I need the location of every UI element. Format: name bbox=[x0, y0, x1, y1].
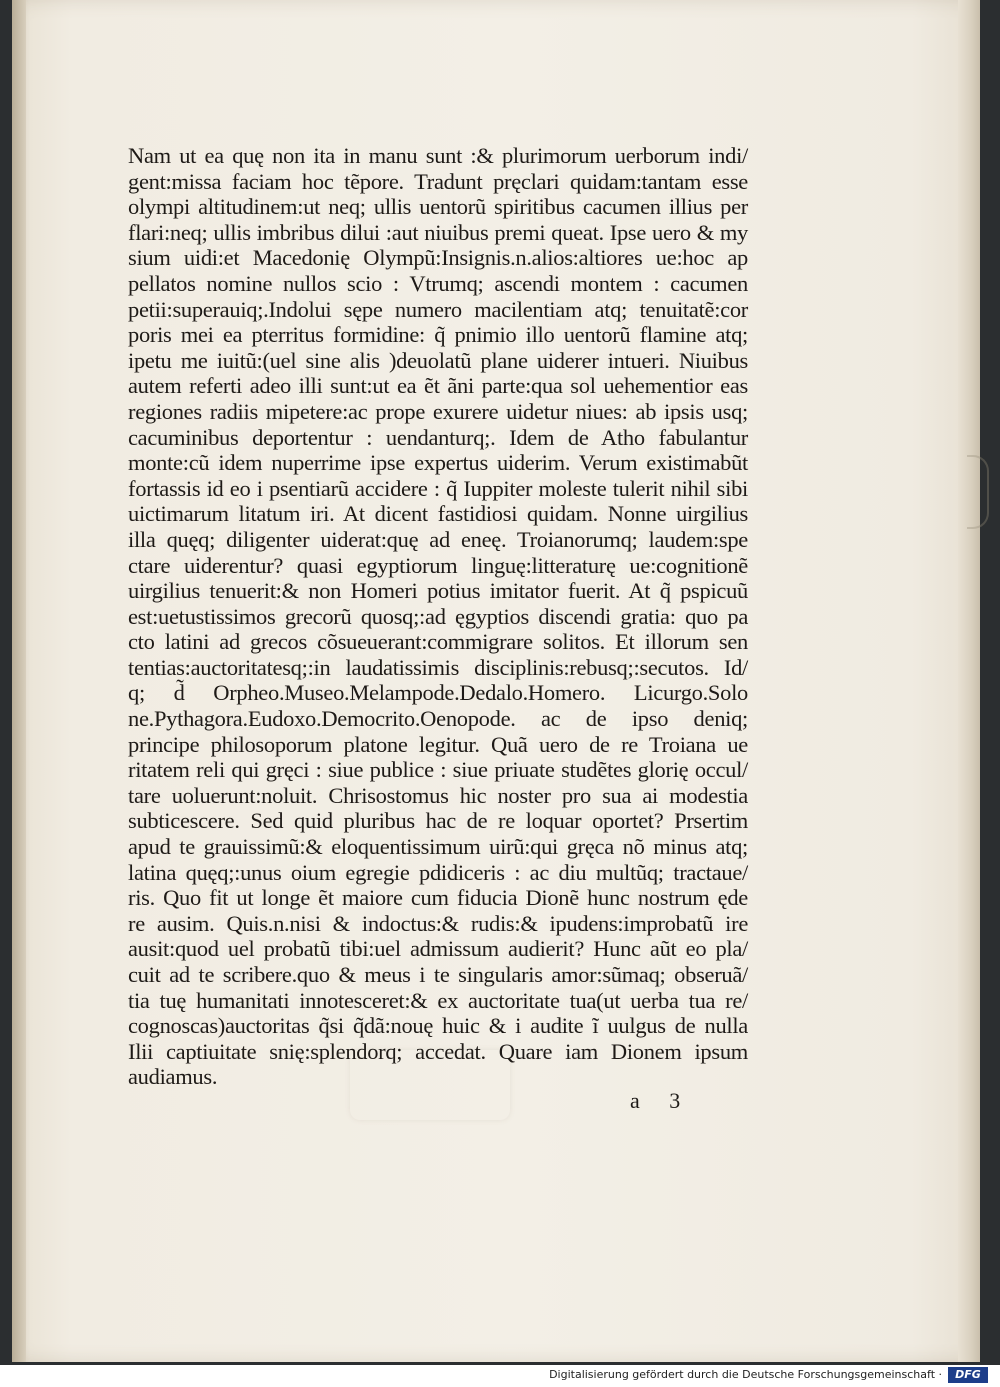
text-line: uirgilius tenuerit:& non Homeri potius imitator fuerit. At q̃ pspicuũ bbox=[128, 578, 748, 604]
text-line: illa quęq; diligenter uiderat:quę ad eneę. Troianorumq; laudem:spe bbox=[128, 526, 748, 552]
text-line: ris. Quo fit ut longe ẽt maiore cum fiducia Dionẽ hunc nostrum ęde bbox=[128, 885, 748, 911]
text-line: monte:cũ idem nuperrime ipse expertus uiderim. Verum existimabũt bbox=[128, 450, 748, 476]
text-line: apud te grauissimũ:& eloquentissimum uirũ:qui gręca nõ minus atq; bbox=[128, 834, 748, 860]
printed-text-block bbox=[128, 143, 748, 1090]
text-line: tia tuę humanitati innotesceret:& ex auctoritate tua(ut uerba tua re/ bbox=[128, 987, 748, 1013]
page-fore-edge bbox=[958, 0, 980, 1362]
text-line: tare uoluerunt:noluit. Chrisostomus hic noster pro sua ai modestia bbox=[128, 782, 748, 808]
funding-credit: Digitalisierung gefördert durch die Deutsche Forschungsgemeinschaft · bbox=[549, 1368, 942, 1381]
text-line: principe philosoporum platone legitur. Quã uero de re Troiana ue bbox=[128, 731, 748, 757]
text-line: fortassis id eo i psentiarũ accidere : q̃ Iuppiter moleste tulerit nihil sibi bbox=[128, 475, 748, 501]
page-tab-impression bbox=[967, 455, 989, 529]
text-line: poris mei ea pterritus formidine: q̃ pnimio illo uentorũ flamine atq; bbox=[128, 322, 748, 348]
text-line: sium uidi:et Macedonię Olympũ:Insignis.n.alios:altiores ue:hoc ap bbox=[128, 245, 748, 271]
text-line: cacuminibus deportentur : uendanturq;. Idem de Atho fabulantur bbox=[128, 424, 748, 450]
text-line: autem referti adeo illi sunt:ut ea ẽt ãni parte:qua sol uehementior eas bbox=[128, 373, 748, 399]
text-line: Nam ut ea quę non ita in manu sunt :& plurimorum uerborum indi/ bbox=[128, 143, 748, 168]
text-line: uictimarum litatum iri. At dicent fastidiosi quidam. Nonne uirgilius bbox=[128, 501, 748, 527]
text-line: ipetu me iuitũ:(uel sine alis )deuolatũ plane uiderer intueri. Niuibus bbox=[128, 347, 748, 373]
text-line: ritatem reli qui gręci : siue publice : siue priuate studẽtes glorię occul/ bbox=[128, 757, 748, 783]
text-line: ctare uiderentur? quasi egyptiorum linguę:litteraturę ue:cognitionẽ bbox=[128, 552, 748, 578]
text-line: cuit ad te scribere.quo & meus i te singularis amor:sũmaq; obseruã/ bbox=[128, 962, 748, 987]
text-line: ne.Pythagora.Eudoxo.Democrito.Oenopode. ac de ipso deniq; bbox=[128, 706, 748, 732]
book-page bbox=[12, 0, 980, 1362]
text-line: pellatos nomine nullos scio : Vtrumq; ascendi montem : cacumen bbox=[128, 270, 748, 296]
text-line: petii:superauiq;.Indolui sępe numero macilentiam atq; tenuitatẽ:cor bbox=[128, 296, 748, 322]
text-line: flari:neq; ullis imbribus dilui :aut niuibus premi queat. Ipse uero & my bbox=[128, 219, 748, 245]
text-line: re ausim. Quis.n.nisi & indoctus:& rudis:& ipudens:improbatũ ire bbox=[128, 910, 748, 936]
text-line: latina quęq;:unus oium egregie pdidiceris : ac diu multũq; tractaue/ bbox=[128, 859, 748, 885]
text-line: ausit:quod uel probatũ tibi:uel admissum audierit? Hunc aũt eo pla/ bbox=[128, 936, 748, 962]
text-line: cto latini ad grecos cõsueuerant:commigrare solitos. Et illorum sen bbox=[128, 629, 748, 655]
text-line: olympi altitudinem:ut neq; ullis uentorũ spiritibus cacumen illius per bbox=[128, 194, 748, 220]
text-line: subticescere. Sed quid pluribus hac de re loquar oportet? Prsertim bbox=[128, 808, 748, 834]
dfg-logo: DFG bbox=[948, 1367, 988, 1383]
digitization-footer bbox=[0, 1365, 1000, 1387]
text-line: audiamus. bbox=[128, 1064, 218, 1090]
text-line: regiones radiis mipetere:ac prope exurere uidetur niues: ab ipsis usq; bbox=[128, 398, 748, 424]
text-line: q; d̃ Orpheo.Museo.Melampode.Dedalo.Homero. Licurgo.Solo bbox=[128, 680, 748, 706]
text-line: gent:missa faciam hoc tẽpore. Tradunt pręclari quidam:tantam esse bbox=[128, 168, 748, 194]
text-line: cognoscas)auctoritas q̃si q̃dã:nouę huic & i audite ĩ uulgus de nulla bbox=[128, 1013, 748, 1039]
text-line: tentias:auctoritatesq;:in laudatissimis disciplinis:rebusq;:secutos. Id/ bbox=[128, 654, 748, 680]
page-gutter bbox=[12, 0, 26, 1362]
text-line: Ilii captiuitate snię:splendorq; accedat. Quare iam Dionem ipsum bbox=[128, 1038, 748, 1064]
signature-mark: a 3 bbox=[630, 1088, 693, 1113]
text-line: est:uetustissimos grecorũ quosq;:ad ęgyptios discendi gratia: quo pa bbox=[128, 603, 748, 629]
